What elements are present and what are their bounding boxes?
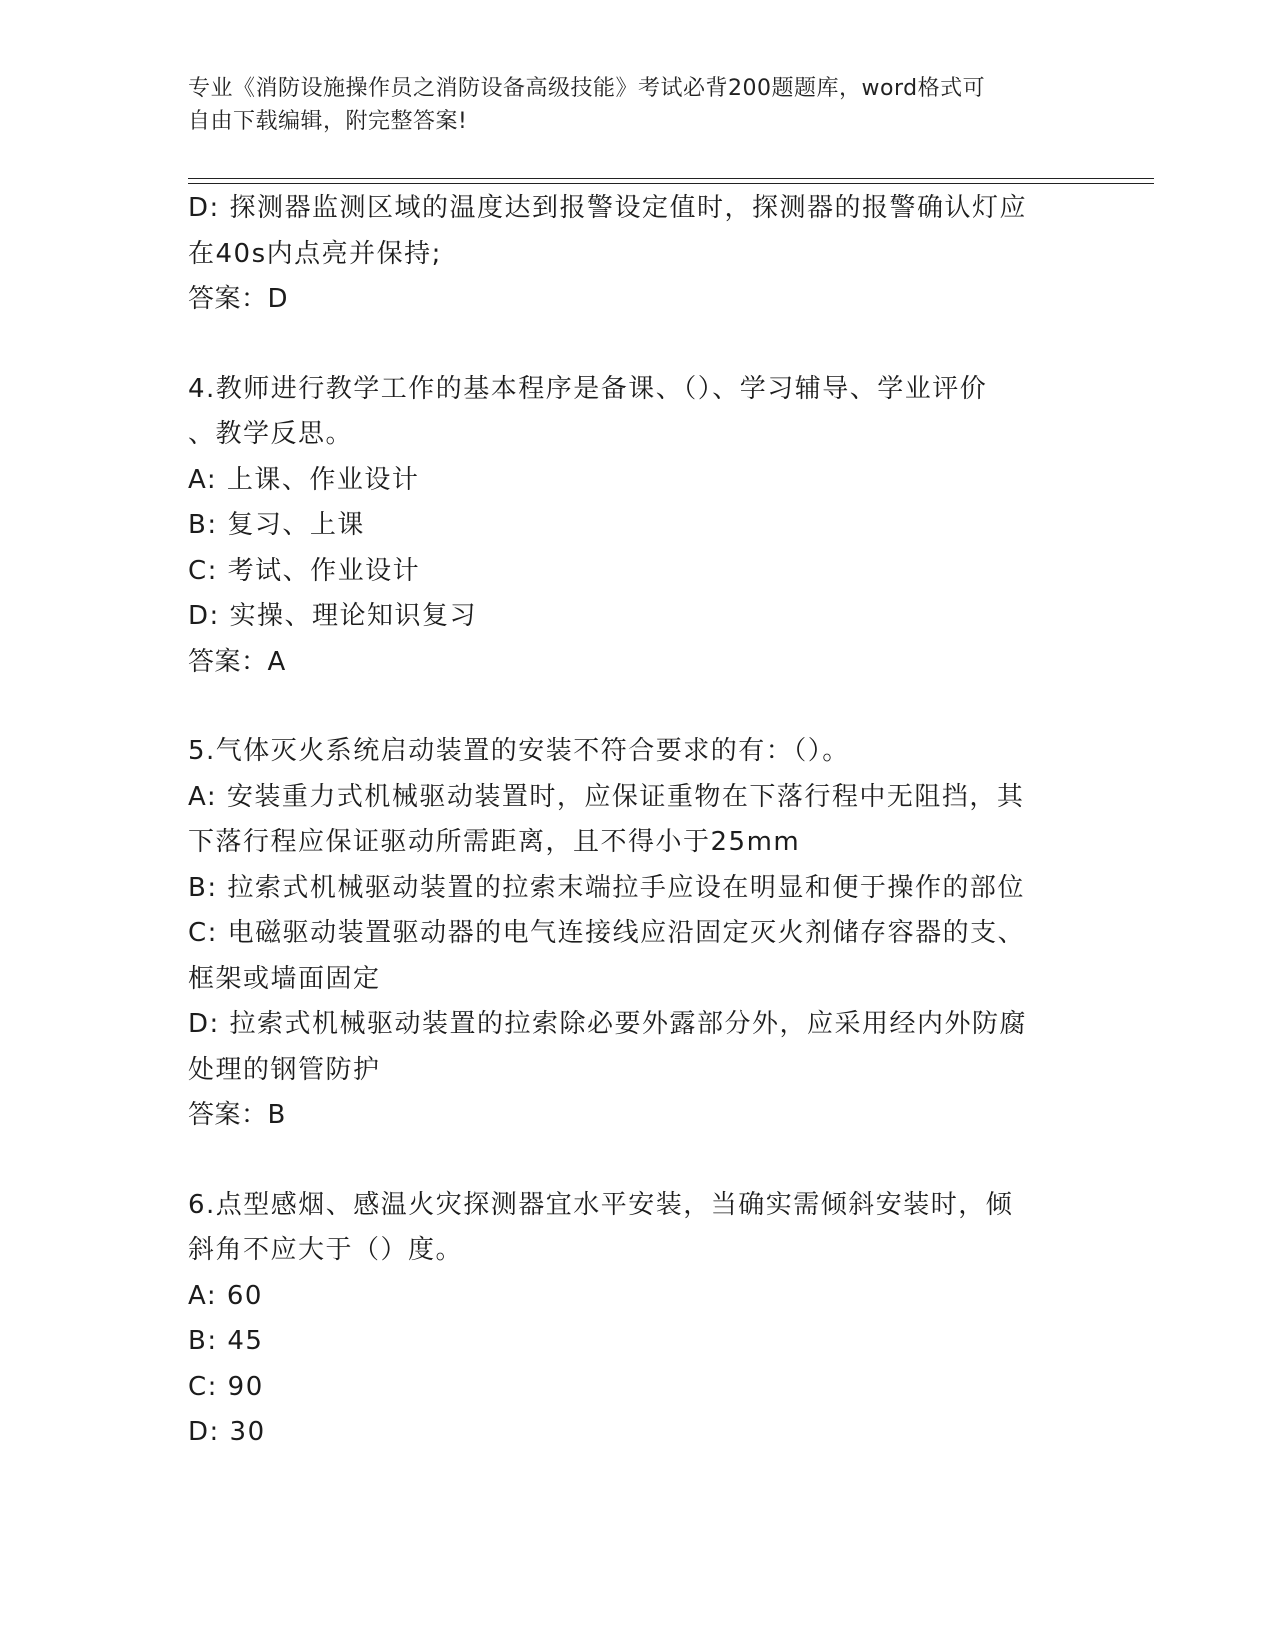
question-5 — [188, 729, 1078, 1139]
question-stem-line-2: 、教学反思。 — [188, 419, 354, 449]
spacer — [188, 685, 1078, 729]
option-c: C: 考试、作业设计 — [188, 555, 421, 586]
question-content — [188, 186, 1078, 1456]
answer-line: 答案：B — [188, 1100, 286, 1130]
option-d-line-1: D: 探测器监测区域的温度达到报警设定值时，探测器的报警确认灯应 — [188, 193, 1028, 223]
option-c-line-1: C: 电磁驱动装置驱动器的电气连接线应沿固定灭火剂储存容器的支、 — [188, 918, 1026, 948]
option-c: C: 90 — [188, 1371, 264, 1402]
spacer — [188, 323, 1078, 367]
option-a: A: 上课、作业设计 — [188, 464, 420, 495]
option-d-line-2: 处理的钢管防护 — [188, 1054, 381, 1085]
option-c-line-2: 框架或墙面固定 — [188, 963, 381, 994]
page-header — [188, 72, 1068, 138]
question-3-tail — [188, 186, 1078, 323]
question-stem-line-1: 5.气体灭火系统启动装置的安装不符合要求的有：（）。 — [188, 736, 850, 766]
question-stem-line-1: 6.点型感烟、感温火灾探测器宜水平安装，当确实需倾斜安装时，倾 — [188, 1189, 1014, 1220]
option-d-line-1: D: 拉索式机械驱动装置的拉索除必要外露部分外，应采用经内外防腐 — [188, 1009, 1028, 1039]
option-a-line-2: 下落行程应保证驱动所需距离，且不得小于25mm — [188, 827, 801, 857]
question-6 — [188, 1183, 1078, 1456]
option-a-line-1: A: 安装重力式机械驱动装置时，应保证重物在下落行程中无阻挡，其 — [188, 781, 1025, 812]
spacer — [188, 1139, 1078, 1183]
option-a: A: 60 — [188, 1280, 263, 1311]
question-stem-line-2: 斜角不应大于（）度。 — [188, 1235, 464, 1265]
answer-line: 答案：D — [188, 284, 289, 314]
option-b: B: 复习、上课 — [188, 510, 365, 540]
option-d: D: 实操、理论知识复习 — [188, 601, 478, 631]
option-d: D: 30 — [188, 1417, 266, 1447]
option-b: B: 拉索式机械驱动装置的拉索末端拉手应设在明显和便于操作的部位 — [188, 872, 1025, 903]
header-title-line-1: 专业《消防设施操作员之消防设备高级技能》考试必背200题题库，word格式可 — [188, 76, 986, 101]
option-b: B: 45 — [188, 1326, 264, 1356]
header-rule-bottom — [188, 183, 1154, 184]
question-4 — [188, 367, 1078, 686]
option-d-line-2: 在40s内点亮并保持; — [188, 238, 442, 269]
answer-line: 答案：A — [188, 646, 286, 677]
question-stem-line-1: 4.教师进行教学工作的基本程序是备课、（）、学习辅导、学业评价 — [188, 373, 988, 404]
header-rule-top — [188, 178, 1154, 179]
header-title-line-2: 自由下载编辑，附完整答案! — [188, 109, 468, 134]
